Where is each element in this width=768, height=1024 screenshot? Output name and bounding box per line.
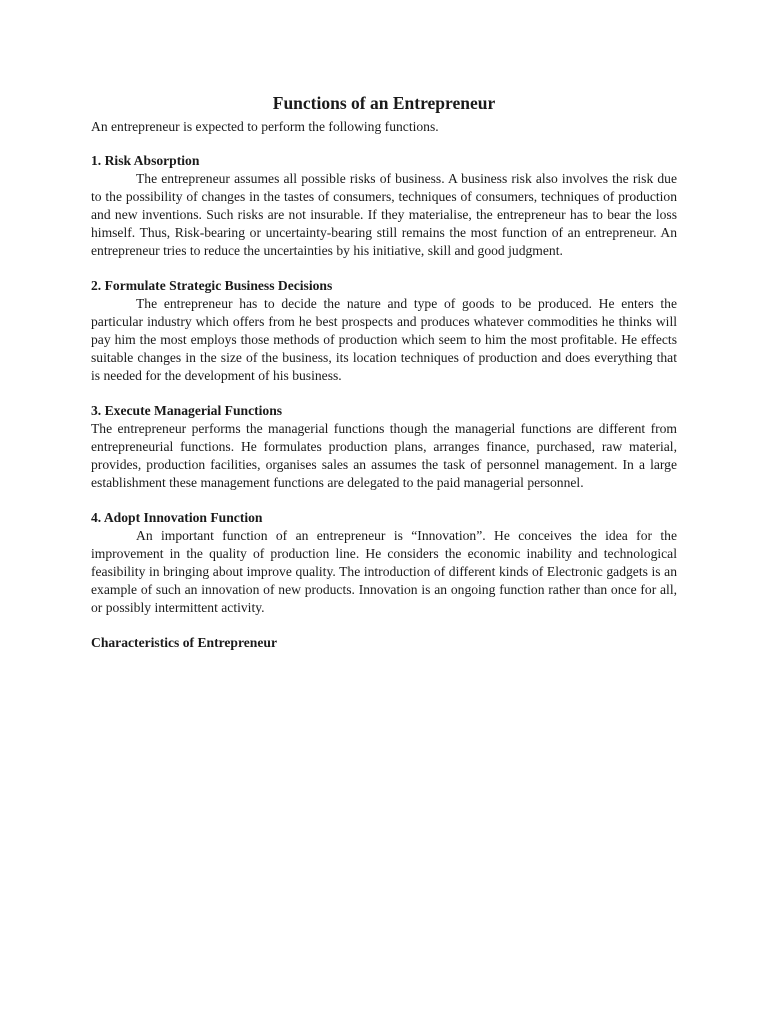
section-body: The entrepreneur performs the managerial functions though the managerial functions are different from entrepreneurial functions. He formulates production plans, arranges finance, purchased, raw material, provides, production facilities, organises sales an assumes the task of personnel management. In a large establishment these management functions are delegated to the paid managerial personnel. bbox=[91, 421, 677, 490]
section-body: An important function of an entrepreneur is “Innovation”. He conceives the idea for the improvement in the quality of production line. He considers the economic inability and technological feasibility in bringing about improve quality. The introduction of different kinds of Electronic gadgets is an example of such an innovation of new products. Innovation is an ongoing function rather than once for all, or possibly intermittent activity. bbox=[91, 528, 677, 615]
section-heading: 2. Formulate Strategic Business Decisions bbox=[91, 278, 333, 293]
closing-heading: Characteristics of Entrepreneur bbox=[91, 635, 277, 650]
intro-paragraph: An entrepreneur is expected to perform the following functions. bbox=[91, 119, 439, 134]
document-title: Functions of an Entrepreneur bbox=[272, 93, 496, 113]
section-heading: 3. Execute Managerial Functions bbox=[91, 403, 283, 418]
section-strategic-decisions bbox=[91, 277, 677, 385]
section-heading: 1. Risk Absorption bbox=[91, 153, 200, 168]
section-risk-absorption bbox=[91, 152, 677, 260]
section-body: The entrepreneur assumes all possible risks of business. A business risk also involves the risk due to the possibility of changes in the tastes of consumers, techniques of consumers, techniques of production and new inventions. Such risks are not insurable. If they materialise, the entrepreneur has to bear the loss himself. Thus, Risk-bearing or uncertainty-bearing still remains the most function of an entrepreneur. An entrepreneur tries to reduce the uncertainties by his initiative, skill and good judgment. bbox=[91, 171, 677, 258]
section-body: The entrepreneur has to decide the nature and type of goods to be produced. He enters the particular industry which offers from he best prospects and produces whatever commodities he thinks will pay him the most employs those methods of production which seem to him the most profitable. He effects suitable changes in the size of the business, its location techniques of production and does everything that is needed for the development of his business. bbox=[91, 296, 677, 383]
section-heading: 4. Adopt Innovation Function bbox=[91, 510, 263, 525]
document-page bbox=[91, 92, 677, 652]
section-managerial-functions bbox=[91, 402, 677, 492]
section-innovation-function bbox=[91, 509, 677, 617]
